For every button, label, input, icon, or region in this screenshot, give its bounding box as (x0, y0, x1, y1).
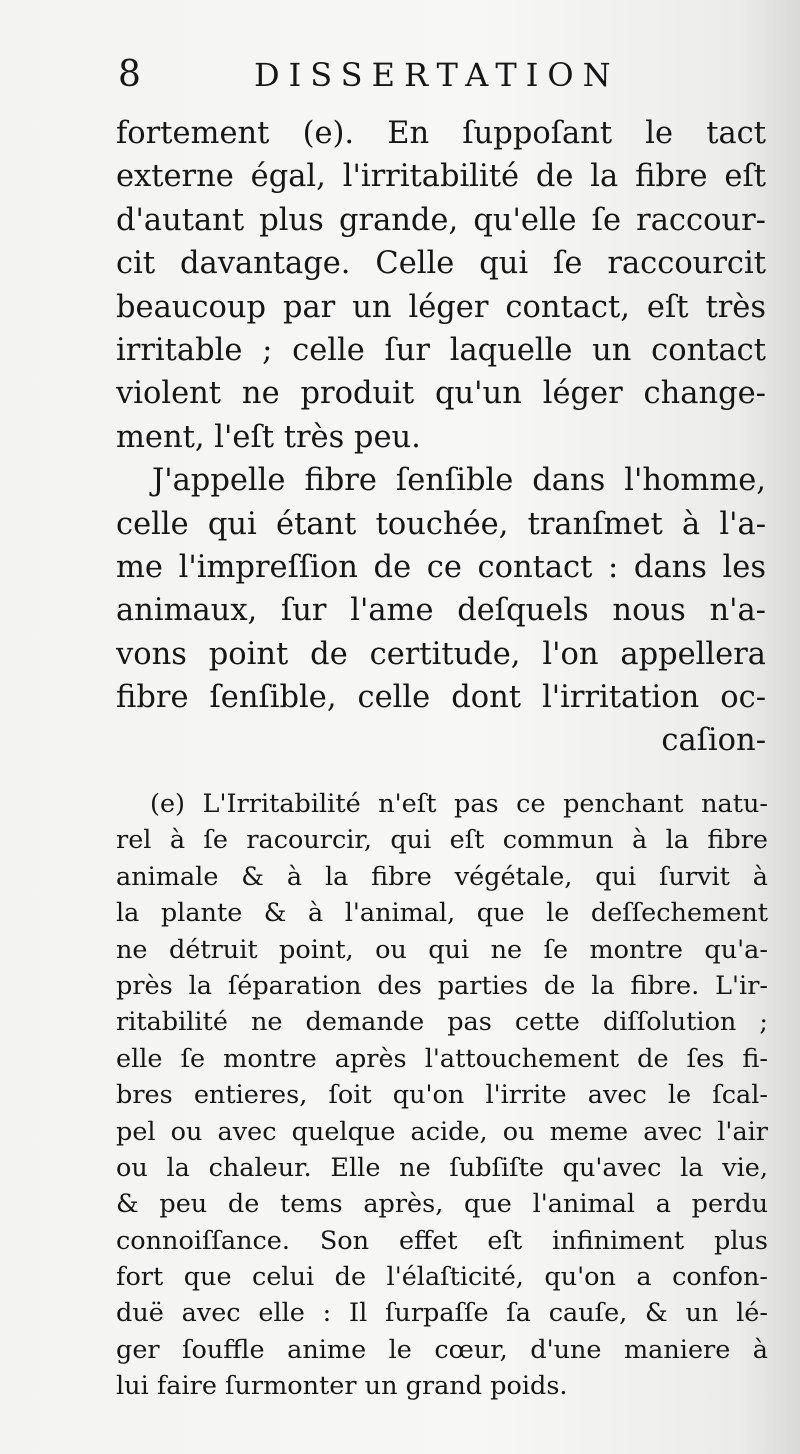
text-line: violent ne produit qu'un léger change- (116, 376, 766, 412)
catchword: caſion- (661, 723, 766, 759)
footnote-line: lui faire ſurmonter un grand poids. (116, 1371, 568, 1402)
paragraph-start-line: J'appelle fibre ſenſible dans l'homme, (152, 463, 766, 499)
text-line: d'autant plus grande, qu'elle ſe raccour- (116, 202, 766, 238)
main-text (116, 112, 766, 763)
footnote-line: ger ſouffle anime le cœur, d'une maniere à (116, 1334, 768, 1365)
footnote-line: animale & à la fibre végétale, qui ſurvit à (116, 861, 768, 892)
text-line: cit davantage. Celle qui ſe raccourcit (116, 246, 766, 282)
text-line: vons point de certitude, l'on appellera (116, 636, 766, 672)
text-line: beaucoup par un léger contact, eſt très (116, 289, 766, 325)
footnote-line: & peu de tems après, que l'animal a perdu (116, 1189, 768, 1220)
text-line: animaux, ſur l'ame deſquels nous n'a- (116, 593, 766, 629)
footnote-line: duë avec elle : Il ſurpaſſe ſa cauſe, & un lé- (116, 1298, 768, 1329)
footnote-line: fort que celui de l'élaſticité, qu'on a confon- (116, 1262, 768, 1293)
footnote-line: (e) L'Irritabilité n'eſt pas ce penchant natu- (150, 789, 768, 819)
footnote-line: connoiſſance. Son effet eſt infiniment plus (116, 1225, 768, 1256)
footnote-line: elle ſe montre après l'attouchement de ſes fi- (116, 1043, 768, 1074)
text-line: fibre ſenſible, celle dont l'irritation oc- (116, 680, 766, 716)
footnote-line: ou la chaleur. Elle ne ſubſiſte qu'avec la vie, (116, 1152, 768, 1183)
text-line: me l'impreſſion de ce contact : dans les (116, 549, 766, 585)
text-line: ment, l'eſt très peu. (116, 419, 421, 455)
footnote-line: ne détruit point, ou qui ne ſe montre qu'a- (116, 934, 768, 965)
footnote-line: rel à ſe racourcir, qui eſt commun à la fibre (116, 825, 768, 856)
footnote (116, 786, 768, 1405)
text-line: externe égal, l'irritabilité de la fibre eſt (116, 159, 766, 195)
footnote-line: pel ou avec quelque acide, ou meme avec l'air (116, 1116, 768, 1147)
text-line: fortement (e). En ſuppoſant le tact (116, 116, 766, 151)
page-header (118, 52, 638, 98)
text-line: celle qui étant touchée, tranſmet à l'a- (116, 506, 766, 542)
footnote-line: bres entieres, ſoit qu'on l'irrite avec le ſcal- (116, 1080, 768, 1111)
footnote-line: près la ſéparation des parties de la fibre. L'ir- (116, 970, 768, 1001)
page-number: 8 (118, 54, 141, 95)
footnote-line: la plante & à l'animal, que le deſſechement (116, 898, 768, 929)
text-line: irritable ; celle ſur laquelle un contact (116, 332, 766, 368)
running-title: DISSERTATION (254, 56, 620, 94)
footnote-line: ritabilité ne demande pas cette diſſolution ; (116, 1007, 768, 1038)
